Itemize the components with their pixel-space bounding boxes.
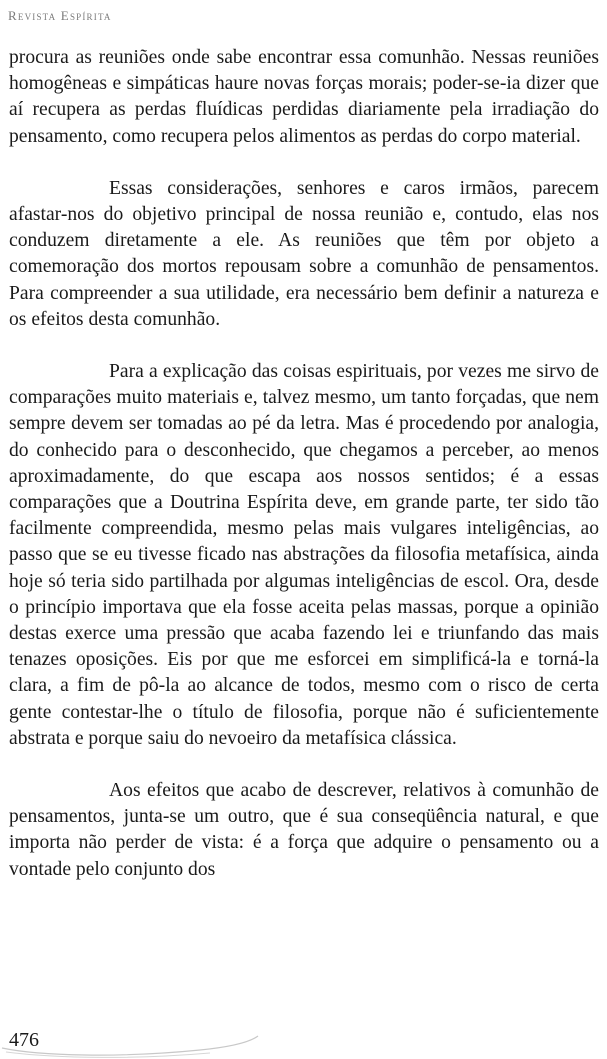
running-head: Revista Espírita xyxy=(8,8,112,23)
paragraph-1: procura as reuniões onde sabe encontrar essa comunhão. Nessas reuniões homogêneas e simpáticas haure novas forças morais; poder-se-ia dizer que aí recupera as perdas fluídicas perdidas diariamente pela irradiação do pensamento, como recupera pelos alimentos as perdas do corpo material. xyxy=(9,47,599,147)
paragraph-2: Essas considerações, senhores e caros irmãos, parecem afastar-nos do objetivo principal de nossa reunião e, contudo, elas nos conduzem diretamente a ele. As reuniões que têm por objeto a comemoração dos mortos repousam sobre a comunhão de pensamentos. Para compreender a sua utilidade, era necessário bem definir a natureza e os efeitos desta comunhão. xyxy=(9,177,599,330)
footer-flourish-ornament xyxy=(0,1028,260,1059)
body-text xyxy=(9,45,599,909)
paragraph-3: Para a explicação das coisas espirituais, por vezes me sirvo de comparações muito materiais e, talvez mesmo, um tanto forçadas, que nem sempre devem ser tomadas ao pé da letra. Mas é procedendo por analogia, do conhecido para o desconhecido, que chegamos a perceber, ao menos aproximadamente, do que escapa aos nossos sentidos; é a essas comparações que a Doutrina Espírita deve, em grande parte, ter sido tão facilmente compreendida, mesmo pelas mais vulgares inteligências, ao passo que se eu tivesse ficado nas abstrações da filosofia metafísica, ainda hoje só teria sido partilhada por algumas inteligências de escol. Ora, desde o princípio importava que ela fosse aceita pelas massas, porque a opinião destas exerce uma pressão que acaba fazendo lei e triunfando das mais tenazes oposições. Eis por que me esforcei em simplificá-la e torná-la clara, a fim de pô-la ao alcance de todos, mesmo com o risco de certa gente contestar-lhe o título de filosofia, porque não é suficientemente abstrata e porque saiu do nevoeiro da metafísica clássica. xyxy=(9,361,599,749)
page-number: 476 xyxy=(9,1029,39,1051)
paragraph-4: Aos efeitos que acabo de descrever, relativos à comunhão de pensamentos, junta-se um outro, que é sua conseqüência natural, e que importa não perder de vista: é a força que adquire o pensamento ou a vontade pelo conjunto dos xyxy=(9,780,599,880)
